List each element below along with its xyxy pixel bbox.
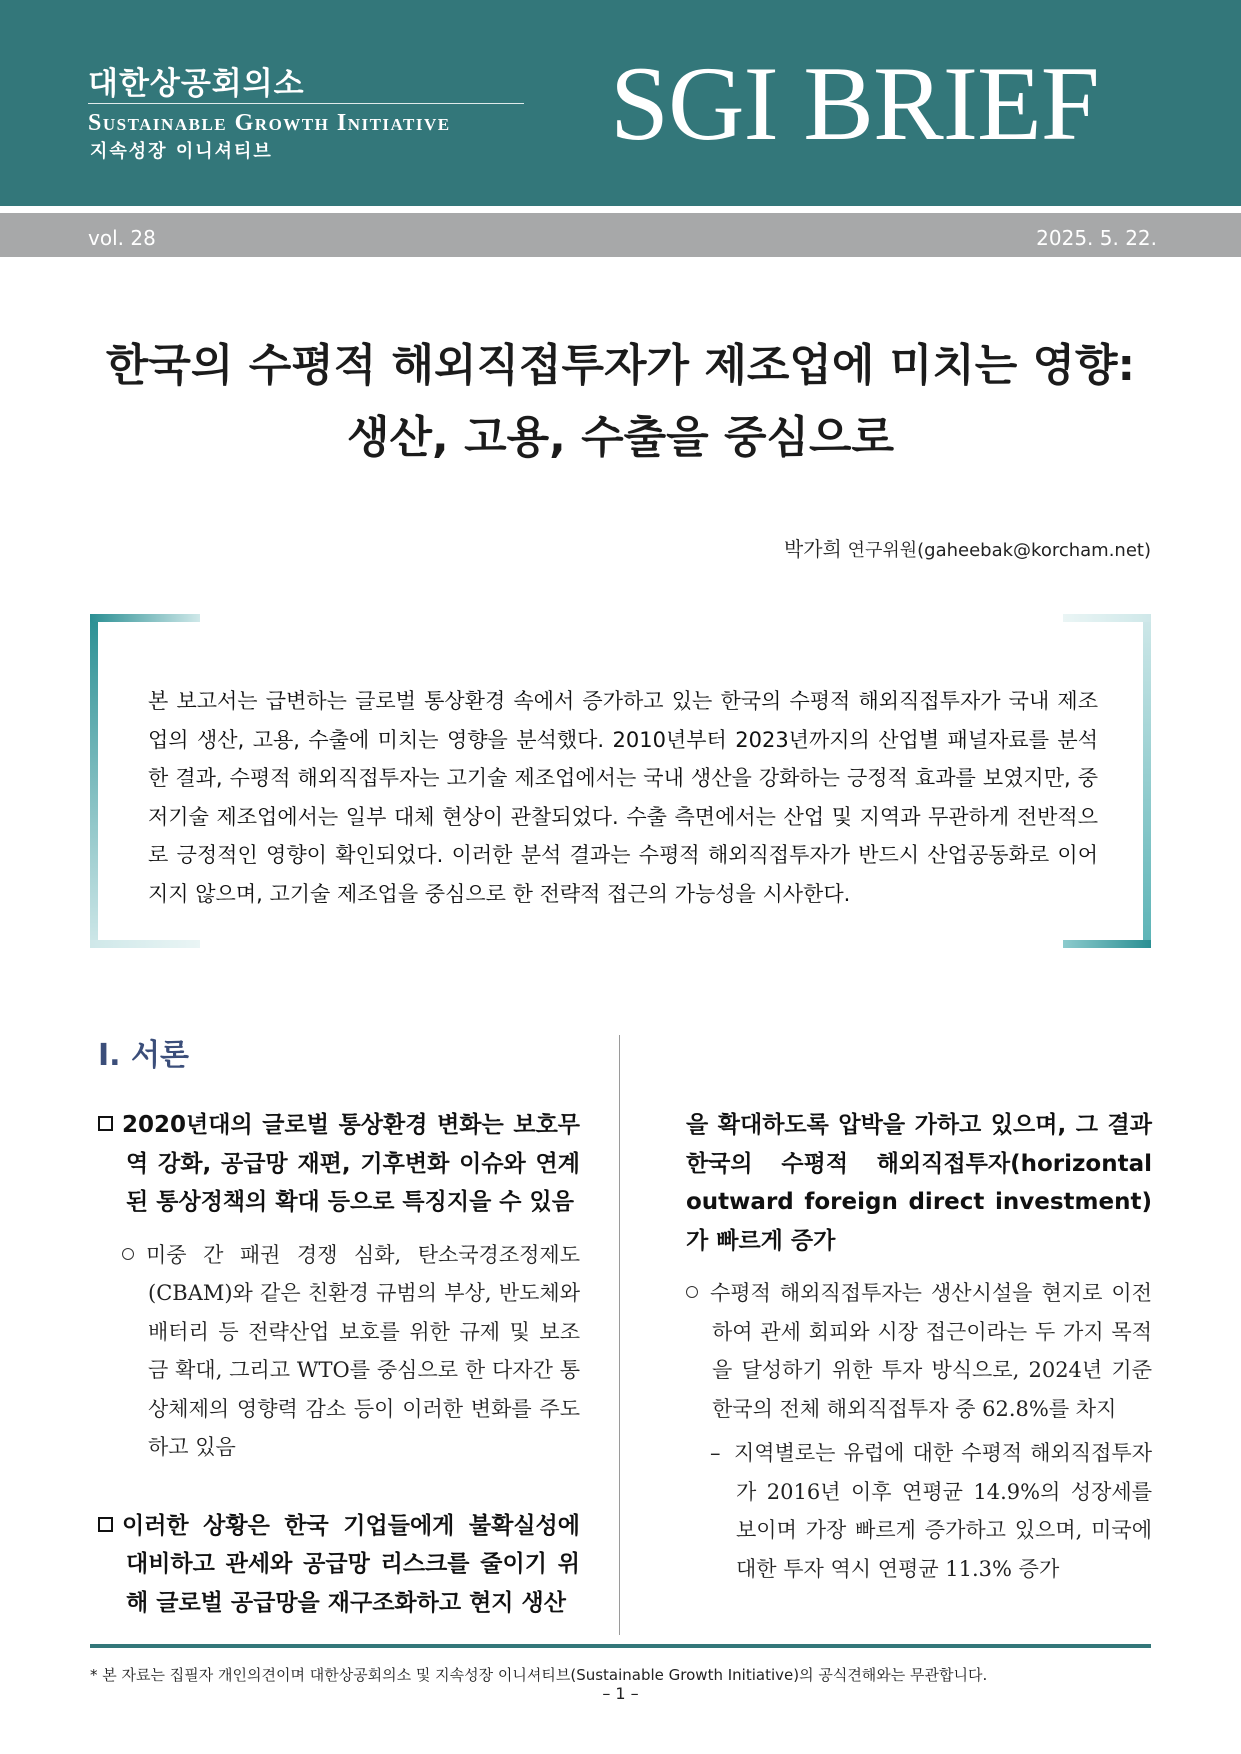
- abstract-bracket-left: [90, 614, 98, 948]
- main-bullet-text: 2020년대의 글로벌 통상환경 변화는 보호무역 강화, 공급망 재편, 기후변화 이슈와 연계된 통상정책의 확대 등으로 특징지을 수 있음: [122, 1112, 580, 1215]
- dash-bullet-icon: –: [710, 1441, 721, 1465]
- column-divider: [619, 1035, 620, 1635]
- author-line: [784, 533, 1151, 562]
- volume-number: vol. 28: [88, 226, 156, 250]
- main-bullet: [98, 1106, 580, 1222]
- checkbox-square-icon: [98, 1116, 113, 1131]
- dash-bullet: [686, 1434, 1152, 1588]
- brief-title: SGI BRIEF: [610, 45, 1099, 162]
- left-column: [98, 1106, 580, 1622]
- sub-bullet: [98, 1236, 580, 1467]
- author-name: 박가희: [783, 537, 842, 561]
- sub-bullet: [686, 1274, 1152, 1428]
- org-name-korean: 대한상공회의소: [88, 66, 305, 102]
- main-bullet-continuation: 을 확대하도록 압박을 가하고 있으며, 그 결과 한국의 수평적 해외직접투자(horizontal outward foreign direct investment)가 빠르게 증가: [686, 1112, 1152, 1254]
- document-title: [0, 330, 1241, 474]
- page-number: – 1 –: [602, 1684, 639, 1703]
- circle-bullet-icon: [122, 1248, 134, 1260]
- abstract-bracket-right-bottom: [1063, 940, 1151, 948]
- org-subtitle-korean: 지속성장 이니셔티브: [90, 141, 273, 162]
- circle-bullet-icon: [686, 1286, 698, 1298]
- org-name-english: Sustainable Growth Initiative: [88, 110, 451, 136]
- footer-divider: [90, 1644, 1151, 1648]
- author-role-email: 연구위원(gaheebak@korcham.net): [847, 540, 1151, 561]
- title-line-1: 한국의 수평적 해외직접투자가 제조업에 미치는 영향:: [105, 340, 1136, 391]
- dash-bullet-text: 지역별로는 유럽에 대한 수평적 해외직접투자가 2016년 이후 연평균 14.9%의 성장세를 보이며 가장 빠르게 증가하고 있으며, 미국에 대한 투자 역시 연평균 11.3% 증가: [734, 1441, 1152, 1581]
- main-bullet-text: 이러한 상황은 한국 기업들에게 불확실성에 대비하고 관세와 공급망 리스크를 줄이기 위해 글로벌 공급망을 재구조화하고 현지 생산: [122, 1512, 580, 1616]
- section-heading: Ⅰ. 서론: [98, 1038, 189, 1073]
- abstract-bracket-right-top: [1063, 614, 1151, 622]
- sub-bullet-text: 미중 간 패권 경쟁 심화, 탄소국경조정제도(CBAM)와 같은 친환경 규범의 부상, 반도체와 배터리 등 전략산업 보호를 위한 규제 및 보조금 확대, 그리고 WTO를 중심으로 한 다자간 통상체제의 영향력 감소 등이 이러한 변화를 주도하고 있음: [146, 1242, 580, 1459]
- main-bullet: [98, 1507, 580, 1623]
- checkbox-square-icon: [98, 1517, 113, 1532]
- abstract-bracket-right: [1143, 614, 1151, 948]
- publication-date: 2025. 5. 22.: [1036, 226, 1157, 250]
- right-column: [686, 1106, 1152, 1588]
- abstract-bracket-left-bottom: [90, 940, 200, 948]
- footnote: * 본 자료는 집필자 개인의견이며 대한상공회의소 및 지속성장 이니셔티브(Sustainable Growth Initiative)의 공식견해와는 무관합니다.: [90, 1666, 988, 1684]
- abstract-bracket-left-top: [90, 614, 200, 622]
- header-divider: [88, 103, 524, 104]
- abstract-text: 본 보고서는 급변하는 글로벌 통상환경 속에서 증가하고 있는 한국의 수평적 해외직접투자가 국내 제조업의 생산, 고용, 수출에 미치는 영향을 분석했다. 2010년부터 2023년까지의 산업별 패널자료를 분석한 결과, 수평적 해외직접투자는 고기술 제조업에서는 국내 생산을 강화하는 긍정적 효과를 보였지만, 중저기술 제조업에서는 일부 대체 현상이 관찰되었다. 수출 측면에서는 산업 및 지역과 무관하게 전반적으로 긍정적인 영향이 확인되었다. 이러한 분석 결과는 수평적 해외직접투자가 반드시 산업공동화로 이어지지 않으며, 고기술 제조업을 중심으로 한 전략적 접근의 가능성을 시사한다.: [148, 689, 1098, 906]
- sub-bullet-text: 수평적 해외직접투자는 생산시설을 현지로 이전하여 관세 회피와 시장 접근이라는 두 가지 목적을 달성하기 위한 투자 방식으로, 2024년 기준 한국의 전체 해외직접투자 중 62.8%를 차지: [710, 1281, 1152, 1421]
- title-line-2: 생산, 고용, 수출을 중심으로: [347, 412, 894, 463]
